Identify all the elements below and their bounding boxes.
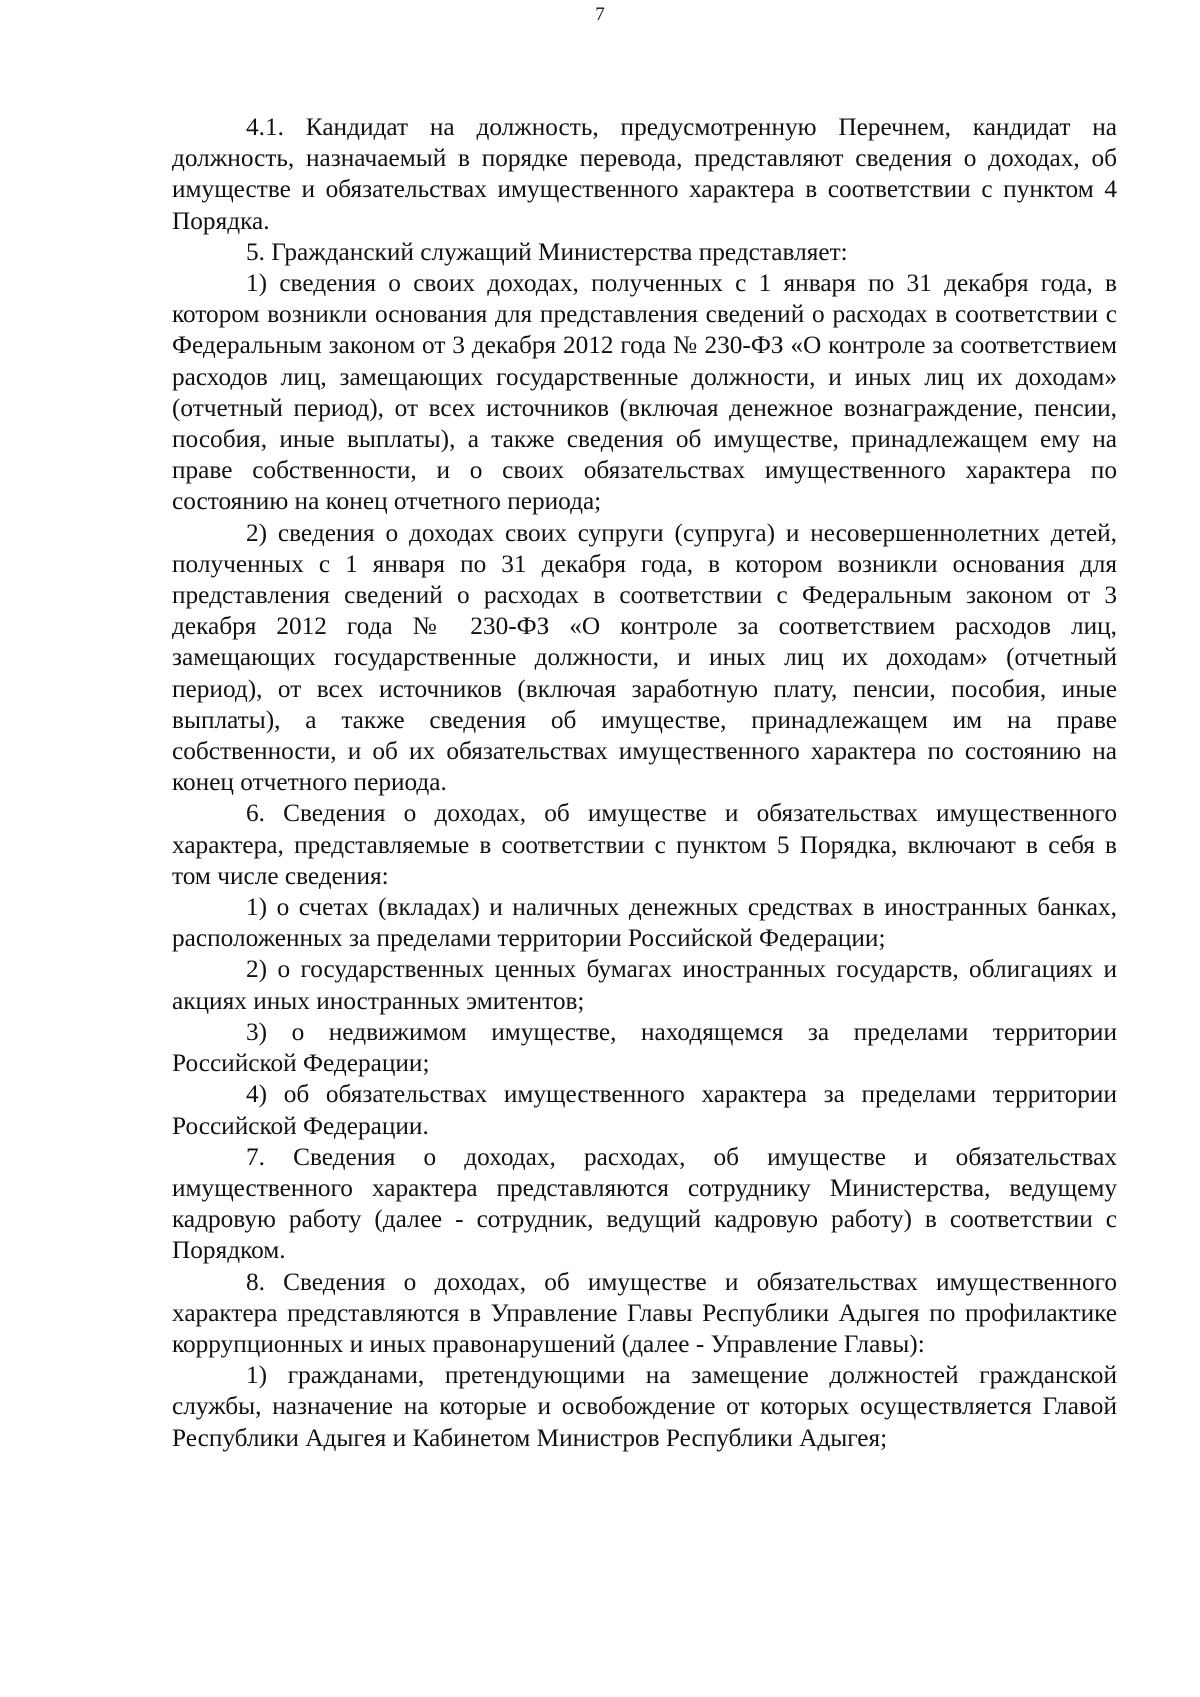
- paragraph-5-item-1: 1) сведения о своих доходах, полученных с 1 января по 31 декабря года, в котором возникли основания для представления сведений о расходах в соответствии с Федеральным законом от 3 декабря 2012 года № 230-ФЗ «О контроле за соответствием расходов лиц, замещающих государственные должности, и иных лиц их доходам» (отчетный период), от всех источников (включая денежное вознаграждение, пенсии, пособия, иные выплаты), а также сведения об имуществе, принадлежащем ему на праве собственности, и о своих обязательствах имущественного характера по состоянию на конец отчетного периода;: [172, 269, 1117, 516]
- paragraph-5: 5. Гражданский служащий Министерства представляет:: [246, 237, 848, 266]
- document-body: [172, 112, 1117, 1454]
- paragraph-6-item-2: 2) о государственных ценных бумагах иностранных государств, облигациях и акциях иных иностранных эмитентов;: [172, 955, 1117, 1015]
- paragraph-6-item-4: 4) об обязательствах имущественного характера за пределами территории Российской Федерации.: [172, 1080, 1117, 1140]
- paragraph-6: 6. Сведения о доходах, об имуществе и обязательствах имущественного характера, представляемые в соответствии с пунктом 5 Порядка, включают в себя в том числе сведения:: [172, 799, 1117, 890]
- paragraph-7: 7. Сведения о доходах, расходах, об имуществе и обязательствах имущественного характера представляются сотруднику Министерства, ведущему кадровую работу (далее - сотрудник, ведущий кадровую работу) в соответствии с Порядком.: [172, 1142, 1117, 1265]
- paragraph-5-item-2: 2) сведения о доходах своих супруги (супруга) и несовершеннолетних детей, полученных с 1 января по 31 декабря года, в котором возникли основания для представления сведений о расходах в соответствии с Федеральным законом от 3 декабря 2012 года № 230-ФЗ «О контроле за соответствием расходов лиц, замещающих государственные должности, и иных лиц их доходам» (отчетный период), от всех источников (включая заработную плату, пенсии, пособия, иные выплаты), а также сведения об имуществе, принадлежащем им на праве собственности, и об их обязательствах имущественного характера по состоянию на конец отчетного периода.: [172, 518, 1117, 797]
- paragraph-6-item-1: 1) о счетах (вкладах) и наличных денежных средствах в иностранных банках, расположенных за пределами территории Российской Федерации;: [172, 893, 1117, 953]
- paragraph-8: 8. Сведения о доходах, об имуществе и обязательствах имущественного характера представляются в Управление Главы Республики Адыгея по профилактике коррупционных и иных правонарушений (далее - Управление Главы):: [172, 1267, 1117, 1358]
- paragraph-6-item-3: 3) о недвижимом имуществе, находящемся за пределами территории Российской Федерации;: [172, 1017, 1117, 1078]
- page-number: 7: [595, 4, 605, 25]
- paragraph-4-1: 4.1. Кандидат на должность, предусмотренную Перечнем, кандидат на должность, назначаемый в порядке перевода, представляют сведения о доходах, об имуществе и обязательствах имущественного характера в соответствии с пунктом 4 Порядка.: [172, 113, 1117, 235]
- paragraph-8-item-1: 1) гражданами, претендующими на замещение должностей гражданской службы, назначение на которые и освобождение от которых осуществляется Главой Республики Адыгея и Кабинетом Министров Республики Адыгея;: [172, 1361, 1117, 1452]
